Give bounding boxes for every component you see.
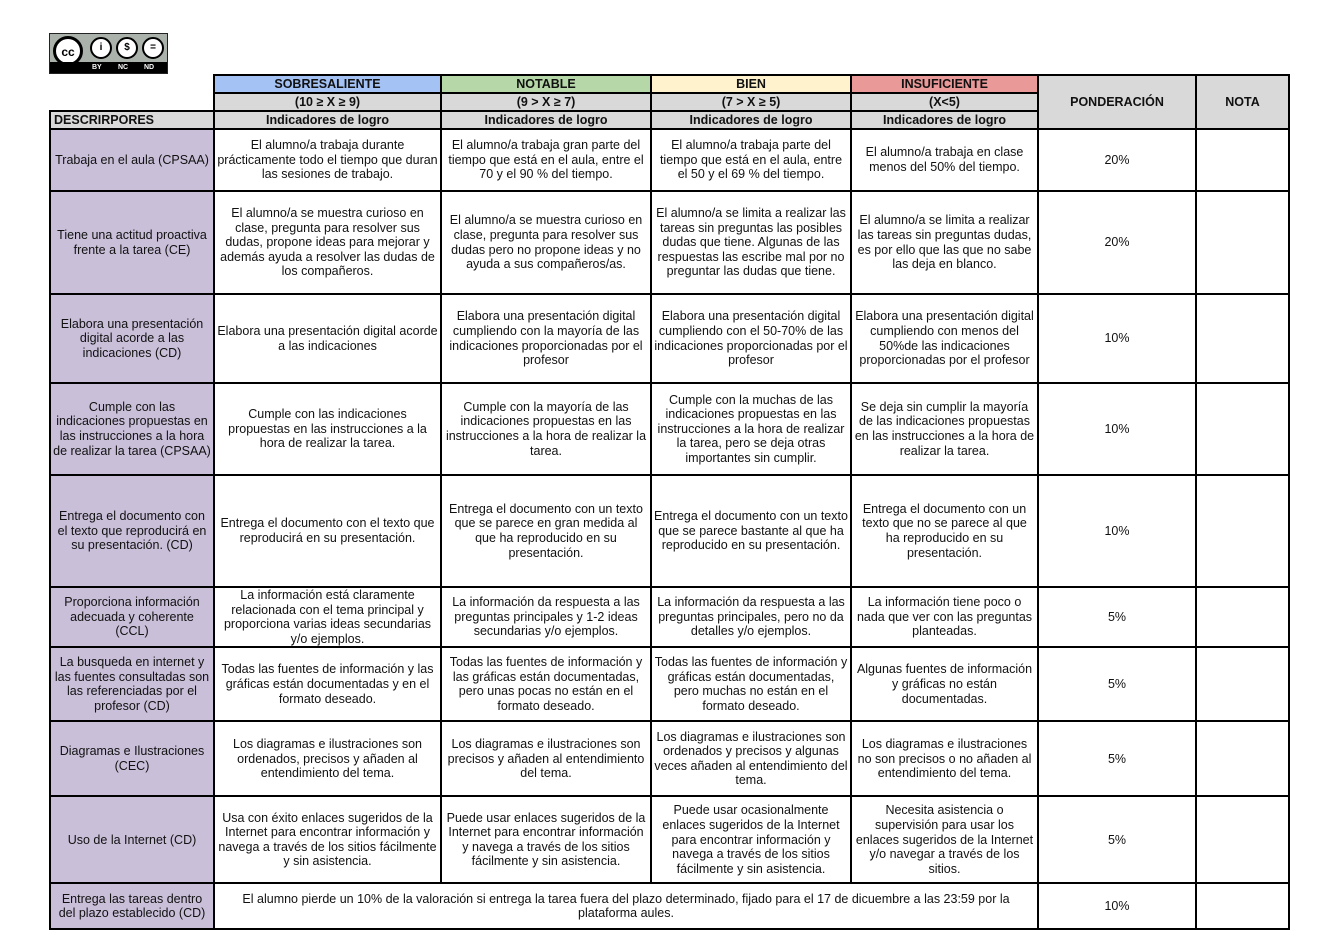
indicator-header-bien: Indicadores de logro [651,111,851,129]
notable-cell: La información da respuesta a las preguntas principales y 1-2 ideas secundarias y/o ejemplos. [441,587,651,647]
ponderacion-cell: 10% [1038,883,1196,929]
descriptor-cell: Trabaja en el aula (CPSAA) [50,129,214,191]
insuficiente-cell: Entrega el documento con un texto que no se parece al que ha reproducido en su presentación. [851,475,1038,587]
table-row-deadline [50,883,1289,929]
header-row-levels [50,75,1289,93]
insuficiente-cell: Los diagramas e ilustraciones no son precisos o no añaden al entendimiento del tema. [851,721,1038,796]
ponderacion-cell: 5% [1038,647,1196,721]
table-row [50,475,1289,587]
insuficiente-cell: Se deja sin cumplir la mayoría de las indicaciones propuestas en las instrucciones a la hora de realizar la tarea. [851,383,1038,475]
descriptor-cell: La busqueda en internet y las fuentes consultadas son las referenciadas por el profesor (CD) [50,647,214,721]
bien-cell: Elabora una presentación digital cumpliendo con el 50-70% de las indicaciones proporcionadas por el profesor [651,294,851,383]
level-bien: BIEN [651,75,851,93]
table-row [50,647,1289,721]
table-row [50,721,1289,796]
descriptor-cell: Entrega las tareas dentro del plazo establecido (CD) [50,883,214,929]
notable-cell: Puede usar enlaces sugeridos de la Internet para encontrar información y navega a través de los sitios fácilmente y sin asistencia. [441,796,651,883]
notable-cell: Cumple con la mayoría de las indicaciones propuestas en las instrucciones a la hora de realizar la tarea. [441,383,651,475]
descriptor-cell: Entrega el documento con el texto que reproducirá en su presentación. (CD) [50,475,214,587]
insuficiente-cell: El alumno/a se limita a realizar las tareas sin preguntas dudas, es por ello que las que no sabe las deja en blanco. [851,191,1038,294]
sobresaliente-cell: Los diagramas e ilustraciones son ordenados, precisos y añaden al entendimiento del tema. [214,721,441,796]
ponderacion-cell: 20% [1038,191,1196,294]
range-bien: (7 > X ≥ 5) [651,93,851,111]
notable-cell: Todas las fuentes de información y las gráficas están documentadas, pero unas pocas no están en el formato deseado. [441,647,651,721]
range-notable: (9 > X ≥ 7) [441,93,651,111]
level-notable: NOTABLE [441,75,651,93]
ponderacion-cell: 5% [1038,796,1196,883]
bien-cell: Cumple con la muchas de las indicaciones propuestas en las instrucciones a la hora de realizar la tarea, pero se deja otras importantes sin cumplir. [651,383,851,475]
notable-cell: El alumno/a trabaja gran parte del tiempo que está en el aula, entre el 70 y el 90 % del tiempo. [441,129,651,191]
deadline-rule-cell: El alumno pierde un 10% de la valoración si entrega la tarea fuera del plazo determinado, fijado para el 17 de dicuembre a las 23:59 por la plataforma aules. [214,883,1038,929]
ponderacion-cell: 10% [1038,294,1196,383]
insuficiente-cell: La información tiene poco o nada que ver con las preguntas planteadas. [851,587,1038,647]
descriptor-cell: Uso de la Internet (CD) [50,796,214,883]
by-person-icon: i [90,37,112,59]
license-label-by: BY [92,64,102,71]
ponderacion-cell: 10% [1038,475,1196,587]
notable-cell: El alumno/a se muestra curioso en clase, pregunta para resolver sus dudas pero no propone ideas y no ayuda a sus compañeros/as. [441,191,651,294]
insuficiente-cell: Algunas fuentes de información y gráficas no están documentadas. [851,647,1038,721]
license-label-bar [50,62,167,73]
bien-cell: La información da respuesta a las preguntas principales, pero no da detalles y/o ejemplos. [651,587,851,647]
bien-cell: Los diagramas e ilustraciones son ordenados y precisos y algunas veces añaden al entendimiento del tema. [651,721,851,796]
nota-input-cell[interactable] [1196,475,1289,587]
nota-input-cell[interactable] [1196,129,1289,191]
ponderacion-header: PONDERACIÓN [1038,75,1196,129]
rubric-table [49,74,1290,930]
nota-input-cell[interactable] [1196,721,1289,796]
nota-header: NOTA [1196,75,1289,129]
header-blank [50,75,214,93]
descriptores-header: DESCRIRPORES [50,111,214,129]
descriptor-cell: Cumple con las indicaciones propuestas en las instrucciones a la hora de realizar la tarea (CPSAA) [50,383,214,475]
cc-license-badge [49,33,168,74]
sobresaliente-cell: Todas las fuentes de información y las gráficas están documentadas y en el formato deseado. [214,647,441,721]
sobresaliente-cell: La información está claramente relacionada con el tema principal y proporciona varias ideas secundarias y/o ejemplos. [214,587,441,647]
ponderacion-cell: 10% [1038,383,1196,475]
level-insuficiente: INSUFICIENTE [851,75,1038,93]
nota-input-cell[interactable] [1196,796,1289,883]
ponderacion-cell: 5% [1038,587,1196,647]
insuficiente-cell: Necesita asistencia o supervisión para usar los enlaces sugeridos de la Internet y/o navegar a través de los sitios. [851,796,1038,883]
insuficiente-cell: El alumno/a trabaja en clase menos del 50% del tiempo. [851,129,1038,191]
nd-equals-icon: = [142,37,164,59]
nota-input-cell[interactable] [1196,883,1289,929]
bien-cell: El alumno/a trabaja parte del tiempo que está en el aula, entre el 50 y el 69 % del tiempo. [651,129,851,191]
range-insuficiente: (X<5) [851,93,1038,111]
sobresaliente-cell: Elabora una presentación digital acorde a las indicaciones [214,294,441,383]
cc-icon: cc [53,36,83,66]
insuficiente-cell: Elabora una presentación digital cumpliendo con menos del 50%de las indicaciones proporcionadas por el profesor [851,294,1038,383]
notable-cell: Los diagramas e ilustraciones son precisos y añaden al entendimiento del tema. [441,721,651,796]
sobresaliente-cell: El alumno/a se muestra curioso en clase, pregunta para resolver sus dudas, propone ideas para mejorar y además ayuda a resolver las dudas de los compañeros. [214,191,441,294]
level-sobresaliente: SOBRESALIENTE [214,75,441,93]
table-row [50,191,1289,294]
descriptor-cell: Diagramas e Ilustraciones (CEC) [50,721,214,796]
descriptor-cell: Tiene una actitud proactiva frente a la tarea (CE) [50,191,214,294]
range-sobresaliente: (10 ≥ X ≥ 9) [214,93,441,111]
sobresaliente-cell: El alumno/a trabaja durante prácticamente todo el tiempo que duran las sesiones de trabajo. [214,129,441,191]
license-label-nc: NC [118,64,129,71]
table-row [50,129,1289,191]
indicator-header-sobresaliente: Indicadores de logro [214,111,441,129]
bien-cell: Puede usar ocasionalmente enlaces sugeridos de la Internet para encontrar información y navega a través de los sitios fácilmente y sin asistencia. [651,796,851,883]
indicator-header-insuficiente: Indicadores de logro [851,111,1038,129]
nota-input-cell[interactable] [1196,191,1289,294]
descriptor-cell: Proporciona información adecuada y coherente (CCL) [50,587,214,647]
license-label-nd: ND [144,64,155,71]
header-blank [50,93,214,111]
descriptor-cell: Elabora una presentación digital acorde a las indicaciones (CD) [50,294,214,383]
sobresaliente-cell: Cumple con las indicaciones propuestas en las instrucciones a la hora de realizar la tarea. [214,383,441,475]
nota-input-cell[interactable] [1196,294,1289,383]
table-row [50,796,1289,883]
bien-cell: El alumno/a se limita a realizar las tareas sin preguntas las posibles dudas que tiene. Algunas de las respuestas las escribe mal por no preguntar las dudas que tiene. [651,191,851,294]
ponderacion-cell: 20% [1038,129,1196,191]
sobresaliente-cell: Entrega el documento con el texto que reproducirá en su presentación. [214,475,441,587]
nota-input-cell[interactable] [1196,647,1289,721]
ponderacion-cell: 5% [1038,721,1196,796]
table-row [50,294,1289,383]
notable-cell: Entrega el documento con un texto que se parece en gran medida al que ha reproducido en su presentación. [441,475,651,587]
indicator-header-notable: Indicadores de logro [441,111,651,129]
notable-cell: Elabora una presentación digital cumpliendo con la mayoría de las indicaciones proporcionadas por el profesor [441,294,651,383]
table-row [50,383,1289,475]
nota-input-cell[interactable] [1196,587,1289,647]
nc-no-dollar-icon: $ [116,37,138,59]
table-row [50,587,1289,647]
nota-input-cell[interactable] [1196,383,1289,475]
bien-cell: Entrega el documento con un texto que se parece bastante al que ha reproducido en su presentación. [651,475,851,587]
sobresaliente-cell: Usa con éxito enlaces sugeridos de la Internet para encontrar información y navega a través de los sitios fácilmente y sin asistencia. [214,796,441,883]
bien-cell: Todas las fuentes de información y gráficas están documentadas, pero muchas no están en el formato deseado. [651,647,851,721]
